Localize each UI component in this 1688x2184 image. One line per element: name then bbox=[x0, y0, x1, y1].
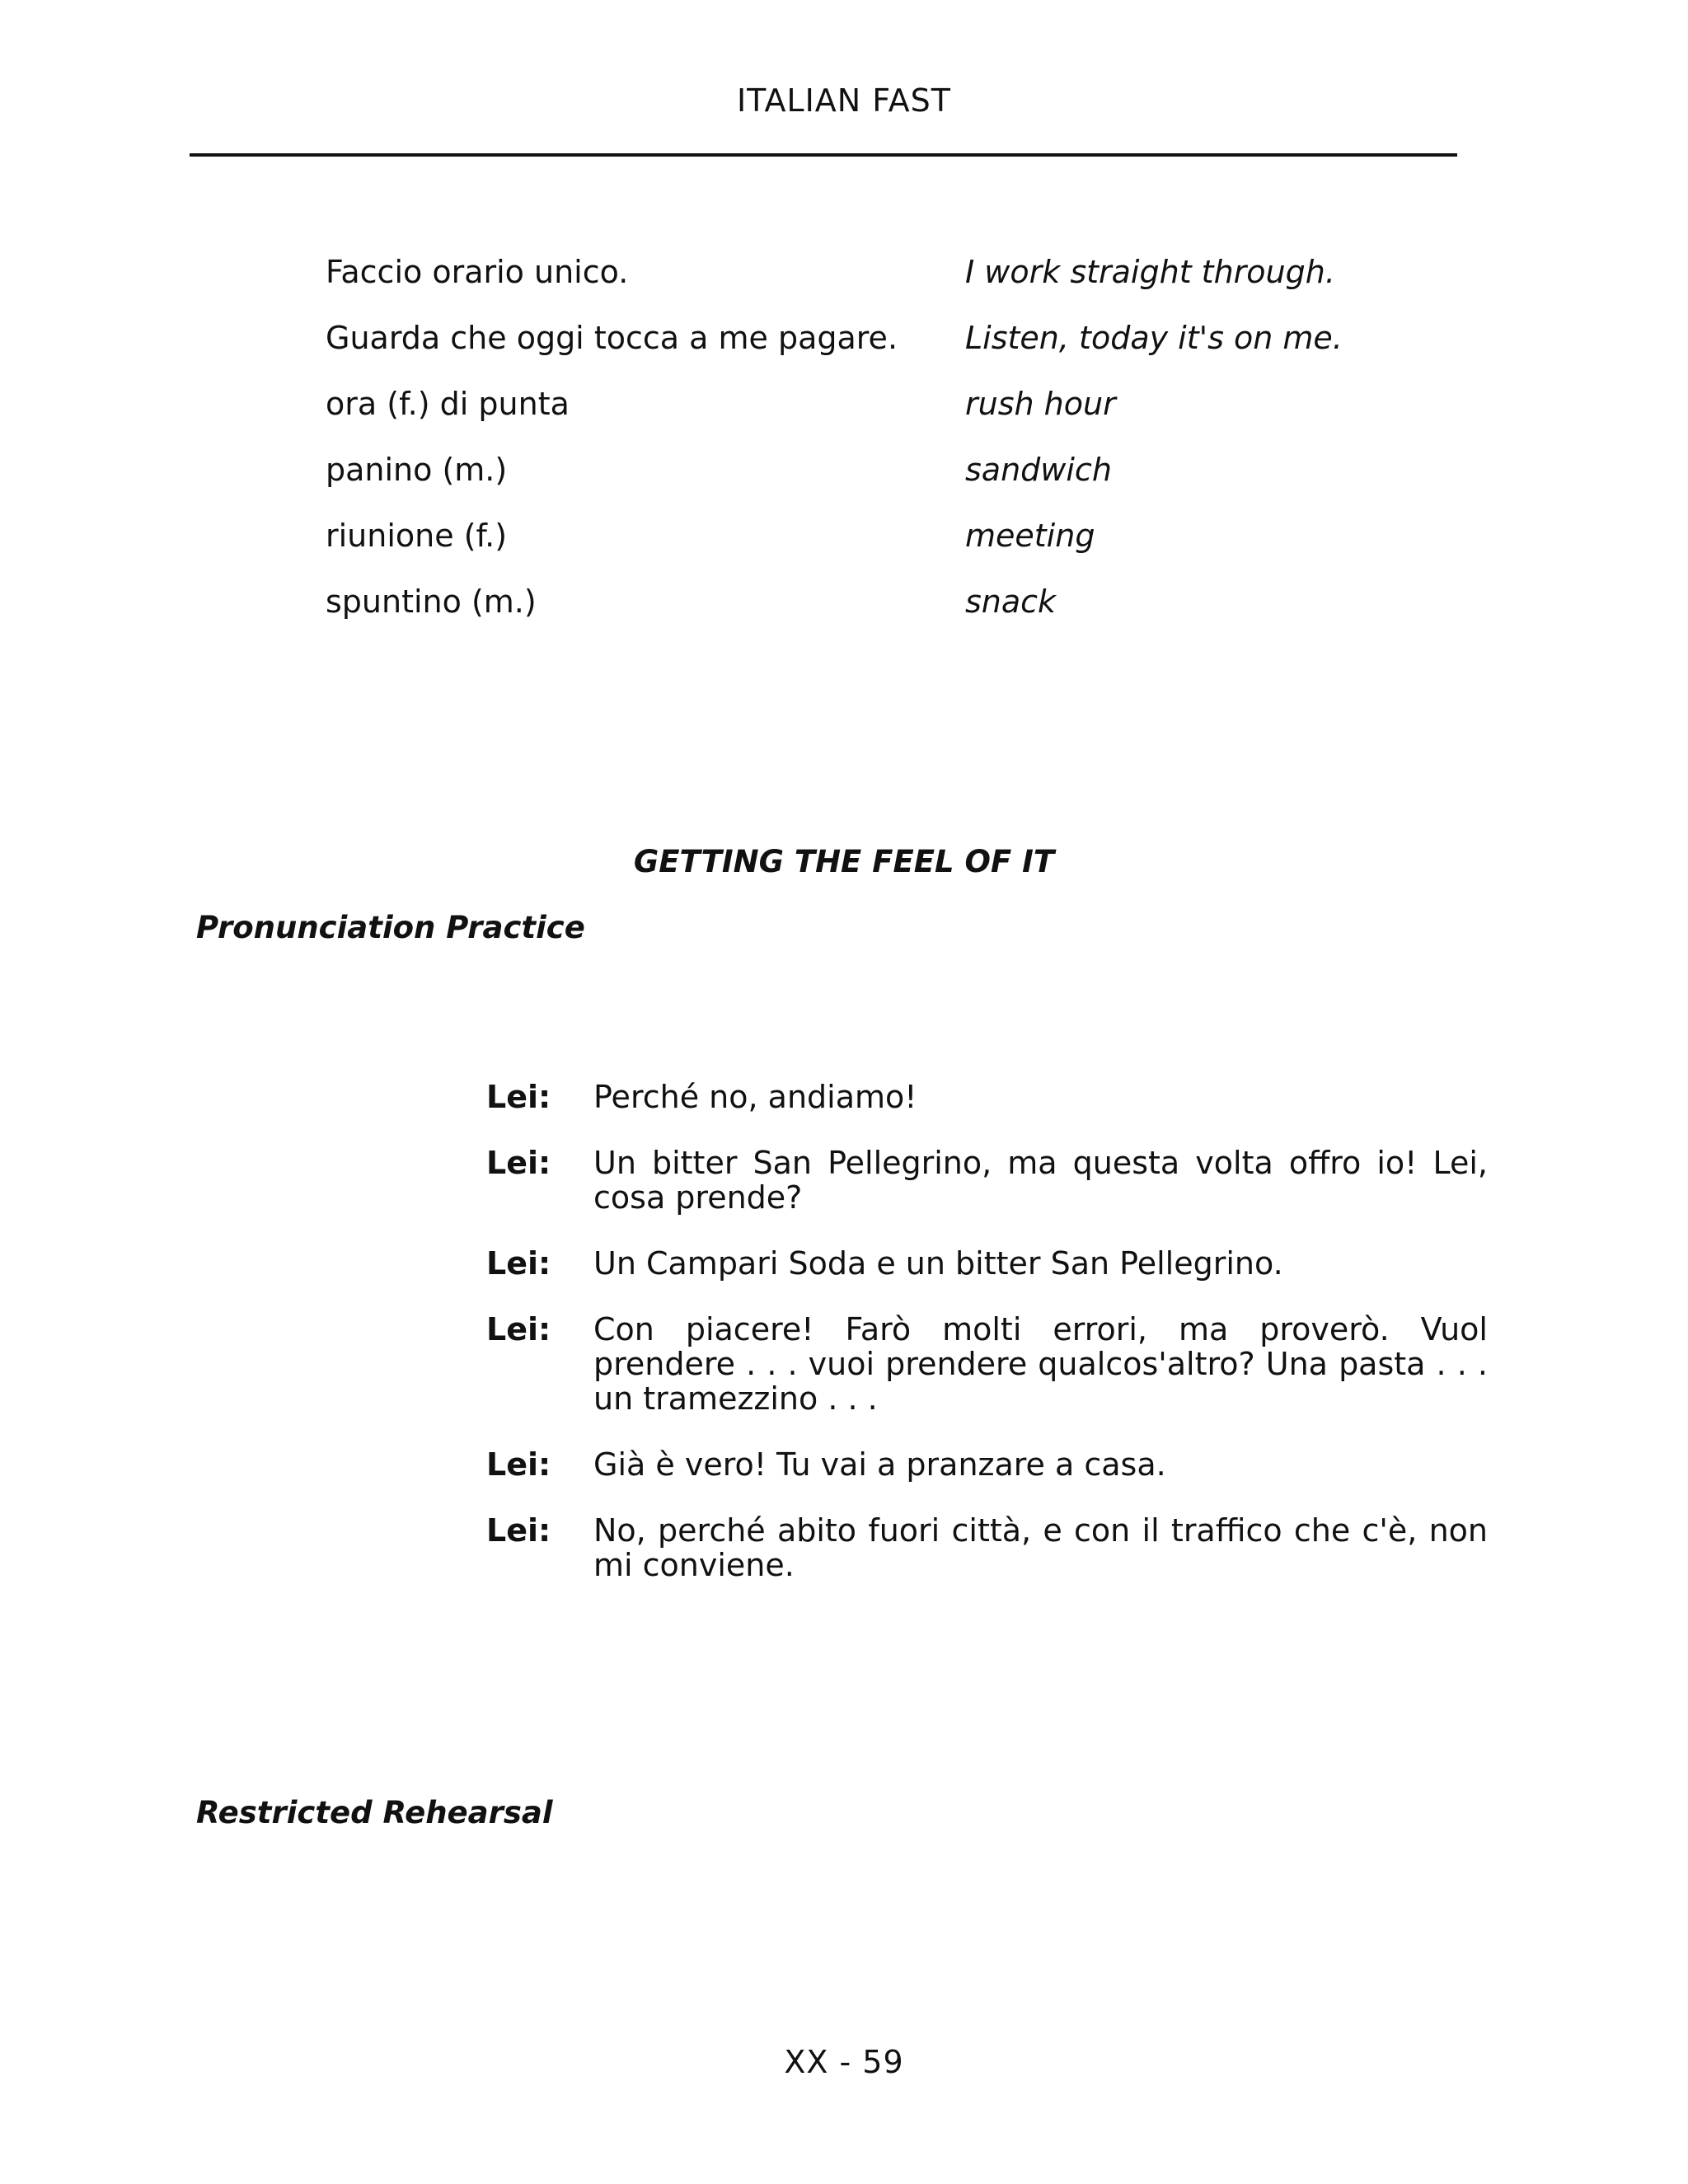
vocabulary-italian: ora (f.) di punta bbox=[326, 386, 570, 422]
dialogue-speaker: Lei: bbox=[486, 1245, 551, 1282]
dialogue-text: Un Campari Soda e un bitter San Pellegrino. bbox=[593, 1245, 1283, 1282]
vocabulary-italian: riunione (f.) bbox=[326, 518, 508, 554]
vocabulary-english: rush hour bbox=[965, 386, 1116, 422]
vocabulary-row bbox=[326, 445, 1479, 511]
vocabulary-italian: Faccio orario unico. bbox=[326, 254, 629, 290]
vocabulary-italian: spuntino (m.) bbox=[326, 583, 537, 620]
dialogue-speaker: Lei: bbox=[486, 1512, 551, 1549]
dialogue-speaker: Lei: bbox=[486, 1311, 551, 1347]
dialogue-text: No, perché abito fuori città, e con il traffico che c'è, non mi conviene. bbox=[593, 1512, 1488, 1583]
vocabulary-italian: Guarda che oggi tocca a me pagare. bbox=[326, 320, 898, 356]
vocabulary-row bbox=[326, 247, 1479, 313]
dialogue-line bbox=[486, 1312, 1488, 1416]
vocabulary-italian: panino (m.) bbox=[326, 452, 508, 488]
dialogue-text: Con piacere! Farò molti errori, ma proverò. Vuol prendere . . . vuoi prendere qualcos'altro? Una pasta . . . un tramezzino . . . bbox=[593, 1311, 1488, 1417]
header-divider bbox=[190, 153, 1457, 157]
vocabulary-row bbox=[326, 577, 1479, 643]
dialogue-speaker: Lei: bbox=[486, 1079, 551, 1115]
restricted-rehearsal-heading: Restricted Rehearsal bbox=[196, 1795, 553, 1830]
vocabulary-row bbox=[326, 313, 1479, 379]
dialogue-line bbox=[486, 1447, 1488, 1482]
vocabulary-english: Listen, today it's on me. bbox=[965, 320, 1343, 356]
dialogue-line bbox=[486, 1246, 1488, 1281]
section-title: GETTING THE FEEL OF IT bbox=[633, 844, 1055, 879]
vocabulary-list bbox=[326, 247, 1479, 643]
dialogue-line bbox=[486, 1080, 1488, 1114]
dialogue-list bbox=[486, 1080, 1488, 1614]
page-header-title: ITALIAN FAST bbox=[736, 82, 952, 119]
dialogue-line bbox=[486, 1146, 1488, 1215]
page-number: XX - 59 bbox=[784, 2044, 904, 2080]
dialogue-text: Perché no, andiamo! bbox=[593, 1079, 917, 1115]
dialogue-text: Già è vero! Tu vai a pranzare a casa. bbox=[593, 1446, 1166, 1483]
dialogue-speaker: Lei: bbox=[486, 1446, 551, 1483]
vocabulary-english: snack bbox=[965, 583, 1057, 620]
vocabulary-english: I work straight through. bbox=[965, 254, 1335, 290]
vocabulary-row bbox=[326, 511, 1479, 577]
dialogue-speaker: Lei: bbox=[486, 1145, 551, 1181]
vocabulary-row bbox=[326, 379, 1479, 445]
dialogue-text: Un bitter San Pellegrino, ma questa volta offro io! Lei, cosa prende? bbox=[593, 1145, 1488, 1216]
vocabulary-english: meeting bbox=[965, 518, 1095, 554]
vocabulary-english: sandwich bbox=[965, 452, 1112, 488]
pronunciation-practice-heading: Pronunciation Practice bbox=[196, 910, 585, 945]
dialogue-line bbox=[486, 1513, 1488, 1582]
